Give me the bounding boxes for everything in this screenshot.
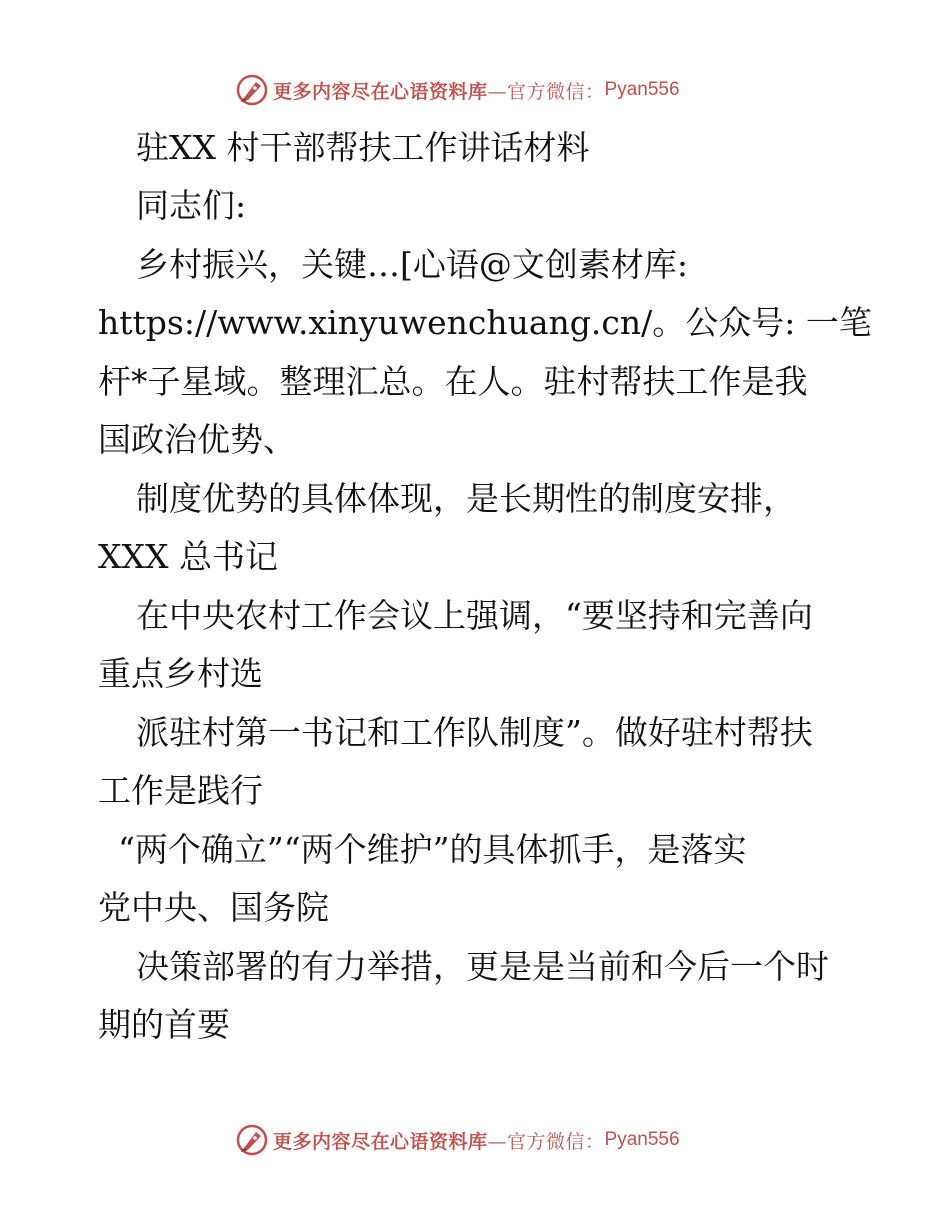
body-line: 国政治优势、 [98,420,296,459]
body-line: 同志们: [136,186,247,225]
header-brand: 更多内容尽在心语资料库 [273,80,488,103]
body-line: 工作是践行 [98,771,263,810]
footer-banner [235,1120,680,1160]
body-line: https://www.xinyuwenchuang.cn/。公众号: 一笔 [98,303,872,342]
header-contact-label: —官方微信： [487,80,605,103]
body-line: XXX 总书记 [98,537,278,576]
body-line: 决策部署的有力举措，更是是当前和今后一个时 [136,947,829,986]
footer-contact-label: —官方微信： [487,1130,605,1153]
body-line: 杆*子星域。整理汇总。在人。驻村帮扶工作是我 [98,362,808,401]
body-line: 重点乡村选 [98,654,263,693]
body-line: 在中央农村工作会议上强调，“要坚持和完善向 [136,596,813,635]
pen-nib-icon [235,73,269,107]
header-wechat-id: Pyan556 [604,79,680,100]
footer-wechat-id: Pyan556 [604,1129,680,1150]
body-line: 党中央、国务院 [98,888,329,927]
body-line: 期的首要 [98,1005,230,1044]
body-line: 派驻村第一书记和工作队制度”。做好驻村帮扶 [136,713,813,752]
pen-nib-icon [235,1123,269,1157]
body-line: 乡村振兴，关键…[心语@文创素材库: [136,245,688,284]
body-line: 制度优势的具体体现，是长期性的制度安排， [136,479,796,518]
body-line: “两个确立”“两个维护”的具体抓手，是落实 [118,830,747,869]
footer-brand: 更多内容尽在心语资料库 [273,1130,488,1153]
document-title: 驻XX 村干部帮扶工作讲话材料 [136,128,590,167]
header-banner [235,70,680,110]
